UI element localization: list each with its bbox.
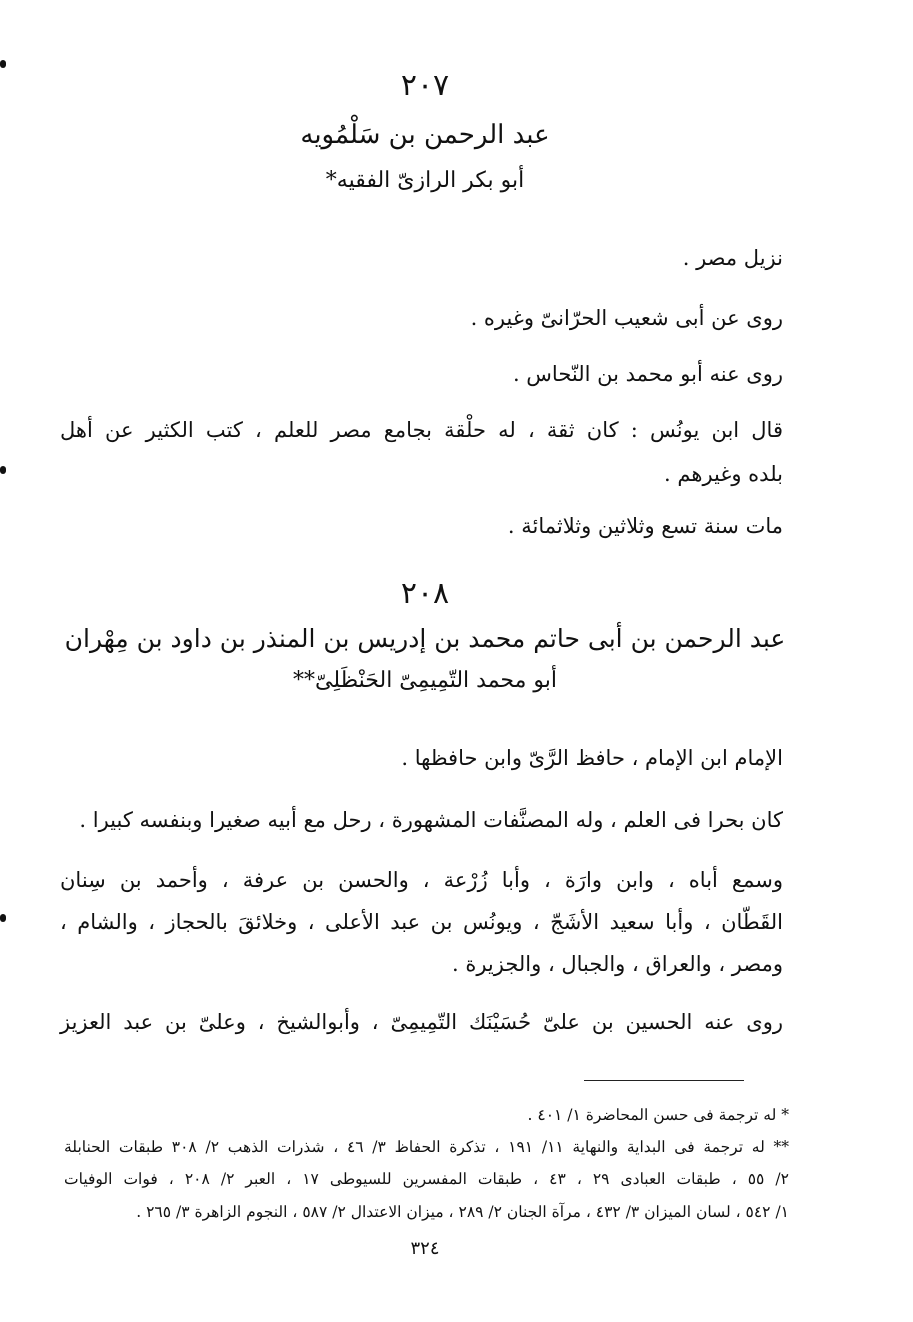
page-number: ٣٢٤ <box>410 1238 440 1259</box>
footnote-rule <box>584 1080 744 1081</box>
body-line: روى عنه أبو محمد بن النّحاس . <box>512 362 783 386</box>
body-line: نزيل مصر . <box>682 246 783 270</box>
scan-mark <box>0 60 6 68</box>
body-line: ومصر ، والعراق ، والجبال ، والجزيرة . <box>451 952 783 976</box>
body-line: كان بحرا فى العلم ، وله المصنَّفات المشهورة ، رحل مع أبيه صغيرا وبنفسه كبيرا . <box>79 808 783 832</box>
footnote-line: ١/ ٥٤٢ ، لسان الميزان ٣/ ٤٣٢ ، مرآة الجنان ٢/ ٢٨٩ ، ميزان الاعتدال ٢/ ٥٨٧ ، النجوم الزاهرة ٣/ ٢٦٥ . <box>136 1203 789 1221</box>
entry-name: عبد الرحمن بن سَلْمُويه <box>300 120 550 150</box>
entry-kunya: أبو بكر الرازىّ الفقيه* <box>325 168 525 193</box>
body-line: قال ابن يونُس : كان ثقة ، له حلْقة بجامع مصر للعلم ، كتب الكثير عن أهل <box>60 418 783 442</box>
footnote-line: ٢/ ٥٥ ، طبقات العبادى ٢٩ ، ٤٣ ، طبقات المفسرين للسيوطى ١٧ ، العبر ٢/ ٢٠٨ ، فوات الوفيات <box>64 1170 789 1188</box>
entry-number: ٢٠٧ <box>400 68 450 103</box>
footnote-line: ** له ترجمة فى البداية والنهاية ١١/ ١٩١ ، تذكرة الحفاظ ٣/ ٤٦ ، شذرات الذهب ٢/ ٣٠٨ طبقات الحنابلة <box>64 1138 789 1156</box>
entry-number: ٢٠٨ <box>400 576 450 611</box>
body-line: بلده وغيرهم . <box>664 462 783 486</box>
entry-kunya: أبو محمد التّمِيمِىّ الحَنْظَلِىّ** <box>292 668 558 693</box>
body-line: وسمع أباه ، وابن وارَة ، وأبا زُرْعة ، والحسن بن عرفة ، وأحمد بن سِنان <box>60 868 783 892</box>
body-line: روى عن أبى شعيب الحرّانىّ وغيره . <box>470 306 783 330</box>
scan-mark <box>0 914 6 922</box>
body-line: روى عنه الحسين بن علىّ حُسَيْنَك التّمِيمِىّ ، وأبوالشيخ ، وعلىّ بن عبد العزيز <box>60 1010 783 1034</box>
scan-mark <box>0 466 6 474</box>
body-line: مات سنة تسع وثلاثين وثلاثمائة . <box>507 514 783 538</box>
body-line: القَطّان ، وأبا سعيد الأشَجّ ، ويونُس بن عبد الأعلى ، وخلائقَ بالحجاز ، والشام ، <box>60 910 783 934</box>
body-line: الإمام ابن الإمام ، حافظ الرَّىّ وابن حافظها . <box>401 746 783 770</box>
footnote-line: * له ترجمة فى حسن المحاضرة ١/ ٤٠١ . <box>527 1106 789 1124</box>
entry-name: عبد الرحمن بن أبى حاتم محمد بن إدريس بن المنذر بن داود بن مِهْران <box>64 624 786 653</box>
